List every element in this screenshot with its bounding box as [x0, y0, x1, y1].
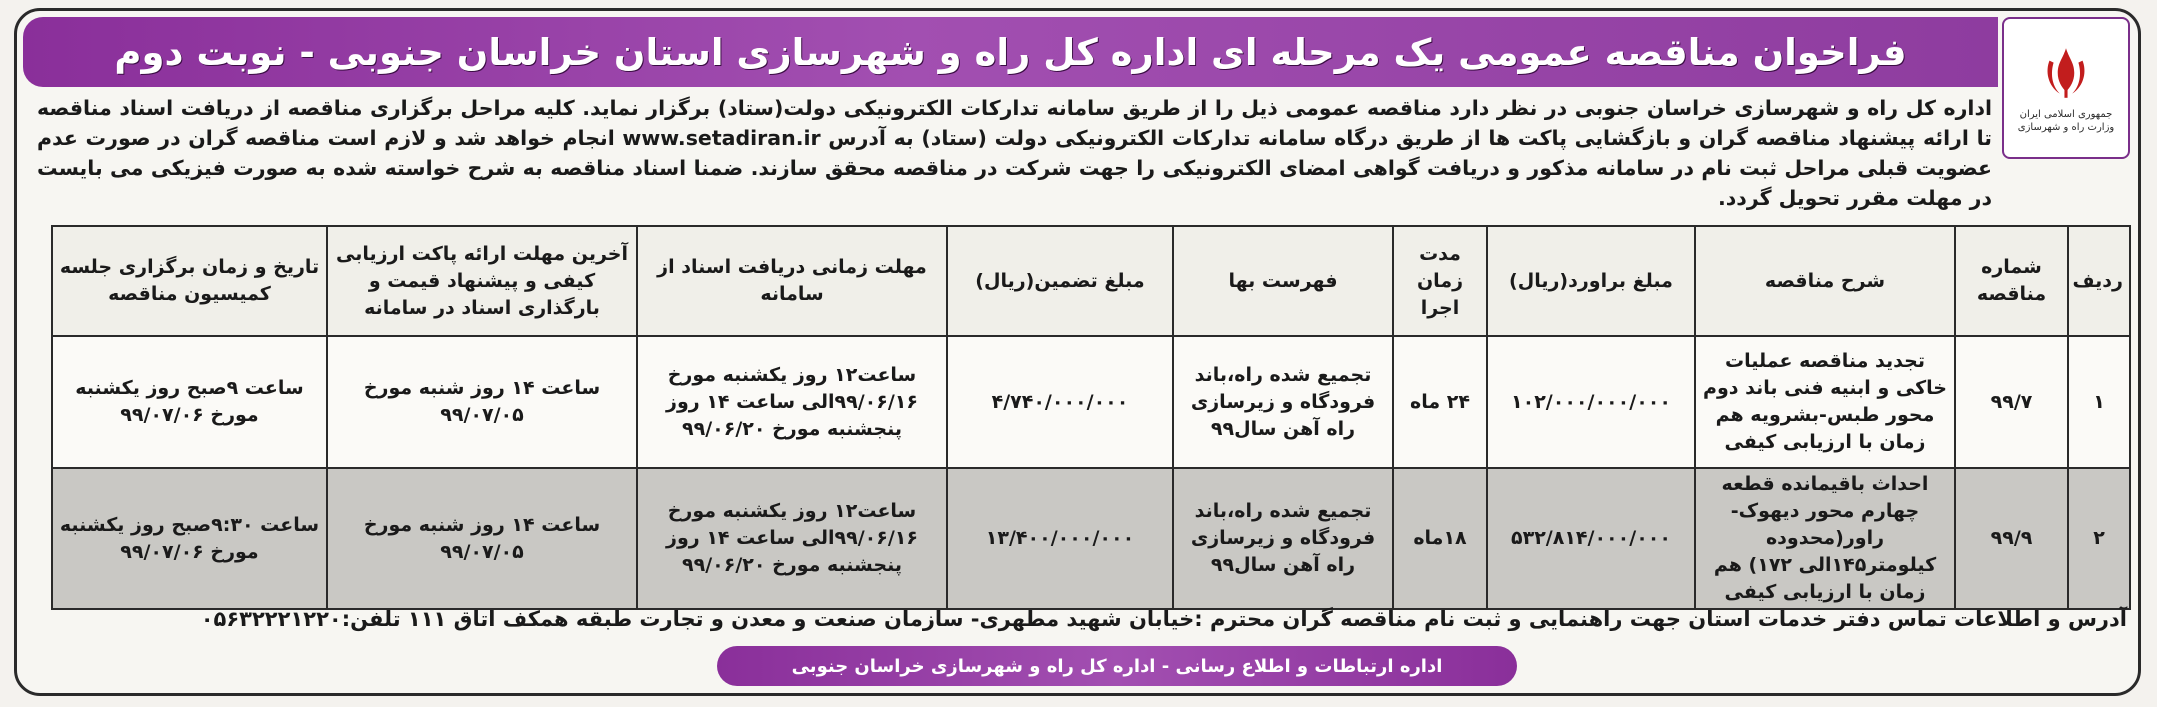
- logo-text: [2018, 108, 2114, 134]
- header-row-number: ردیف: [2068, 226, 2130, 336]
- header-duration: مدت زمان اجرا: [1393, 226, 1487, 336]
- page-title: فراخوان مناقصه عمومی یک مرحله ای اداره کل راه و شهرسازی استان خراسان جنوبی - نوبت دوم: [114, 30, 1907, 74]
- cell-description: تجدید مناقصه عملیات خاکی و ابنیه فنی باند دوم محور طبس-بشرویه هم زمان با ارزیابی کیفی: [1695, 336, 1955, 468]
- cell-estimate: ۵۳۲/۸۱۴/۰۰۰/۰۰۰: [1487, 468, 1695, 609]
- table-row: [52, 468, 2130, 609]
- cell-deadline: ساعت ۱۴ روز شنبه مورخ ۹۹/۰۷/۰۵: [327, 468, 637, 609]
- tender-table: [51, 225, 2131, 610]
- cell-guarantee: ۱۳/۴۰۰/۰۰۰/۰۰۰: [947, 468, 1173, 609]
- header-guarantee: مبلغ تضمین(ریال): [947, 226, 1173, 336]
- header-tender-number: شماره مناقصه: [1955, 226, 2068, 336]
- cell-estimate: ۱۰۲/۰۰۰/۰۰۰/۰۰۰: [1487, 336, 1695, 468]
- logo-line-1: جمهوری اسلامی ایران: [2019, 109, 2113, 120]
- header-deadline: آخرین مهلت ارائه پاکت ارزیابی کیفی و پیشنهاد قیمت و بارگذاری اسناد در سامانه: [327, 226, 637, 336]
- cell-deadline: ساعت ۱۴ روز شنبه مورخ ۹۹/۰۷/۰۵: [327, 336, 637, 468]
- header-doc-period: مهلت زمانی دریافت اسناد از سامانه: [637, 226, 947, 336]
- cell-doc-period: ساعت۱۲ روز یکشنبه مورخ ۹۹/۰۶/۱۶الی ساعت ۱۴ روز پنجشنبه مورخ ۹۹/۰۶/۲۰: [637, 336, 947, 468]
- logo: [2002, 17, 2130, 159]
- footer-bar: [717, 646, 1517, 686]
- cell-price-list: تجمیع شده راه،باند فرودگاه و زیرسازی راه آهن سال۹۹: [1173, 468, 1393, 609]
- cell-session: ساعت ۹:۳۰صبح روز یکشنبه مورخ ۹۹/۰۷/۰۶: [52, 468, 327, 609]
- cell-description: احداث باقیمانده قطعه چهارم محور دیهوک-راور(محدوده کیلومتر۱۴۵الی ۱۷۲) هم زمان با ارزیابی کیفی: [1695, 468, 1955, 609]
- intro-paragraph: اداره کل راه و شهرسازی خراسان جنوبی در نظر دارد مناقصه عمومی ذیل را از طریق سامانه تدارکات الکترونیکی دولت(ستاد) برگزار نماید. کلیه مراحل برگزاری مناقصه از دریافت اسناد مناقصه تا ارائه پیشنهاد مناقصه گران و بازگشایی پاکت ها از طریق درگاه سامانه تدارکات الکترونیکی دولت (ستاد) به آدرس www.setadiran.ir انجام خواهد شد و لازم است مناقصه گران در صورت عدم عضویت قبلی مراحل ثبت نام در سامانه مذکور و دریافت گواهی امضای الکترونیکی را جهت شرکت در مناقصه محقق سازند. ضمنا اسناد مناقصه به شرح خواسته شده به صورت فیزیکی می بایست در مهلت مقرر تحویل گردد.: [37, 96, 1992, 210]
- cell-row-number: ۲: [2068, 468, 2130, 609]
- logo-line-2: وزارت راه و شهرسازی: [2017, 122, 2115, 133]
- contact-address: آدرس و اطلاعات تماس دفتر خدمات استان جهت راهنمایی و ثبت نام مناقصه گران محترم :خیابان شهید مطهری- سازمان صنعت و معدن و تجارت طبقه همکف اتاق ۱۱۱ تلفن:۰۵۶۳۲۲۲۱۲۲۰: [200, 607, 2127, 631]
- header-bar: [23, 17, 1998, 87]
- cell-row-number: ۱: [2068, 336, 2130, 468]
- cell-duration: ۱۸ماه: [1393, 468, 1487, 609]
- notice-frame: [14, 8, 2141, 696]
- cell-tender-number: ۹۹/۷: [1955, 336, 2068, 468]
- cell-doc-period: ساعت۱۲ روز یکشنبه مورخ ۹۹/۰۶/۱۶الی ساعت ۱۴ روز پنجشنبه مورخ ۹۹/۰۶/۲۰: [637, 468, 947, 609]
- emblem-icon: [2035, 42, 2097, 104]
- cell-price-list: تجمیع شده راه،باند فرودگاه و زیرسازی راه آهن سال۹۹: [1173, 336, 1393, 468]
- cell-session: ساعت ۹صبح روز یکشنبه مورخ ۹۹/۰۷/۰۶: [52, 336, 327, 468]
- header-price-list: فهرست بها: [1173, 226, 1393, 336]
- cell-duration: ۲۴ ماه: [1393, 336, 1487, 468]
- header-estimate: مبلغ براورد(ریال): [1487, 226, 1695, 336]
- cell-guarantee: ۴/۷۴۰/۰۰۰/۰۰۰: [947, 336, 1173, 468]
- table-row: [52, 336, 2130, 468]
- header-description: شرح مناقصه: [1695, 226, 1955, 336]
- footer-text: اداره ارتباطات و اطلاع رسانی - اداره کل راه و شهرسازی خراسان جنوبی: [791, 655, 1443, 677]
- cell-tender-number: ۹۹/۹: [1955, 468, 2068, 609]
- header-session: تاریخ و زمان برگزاری جلسه کمیسیون مناقصه: [52, 226, 327, 336]
- table-header-row: [52, 226, 2130, 336]
